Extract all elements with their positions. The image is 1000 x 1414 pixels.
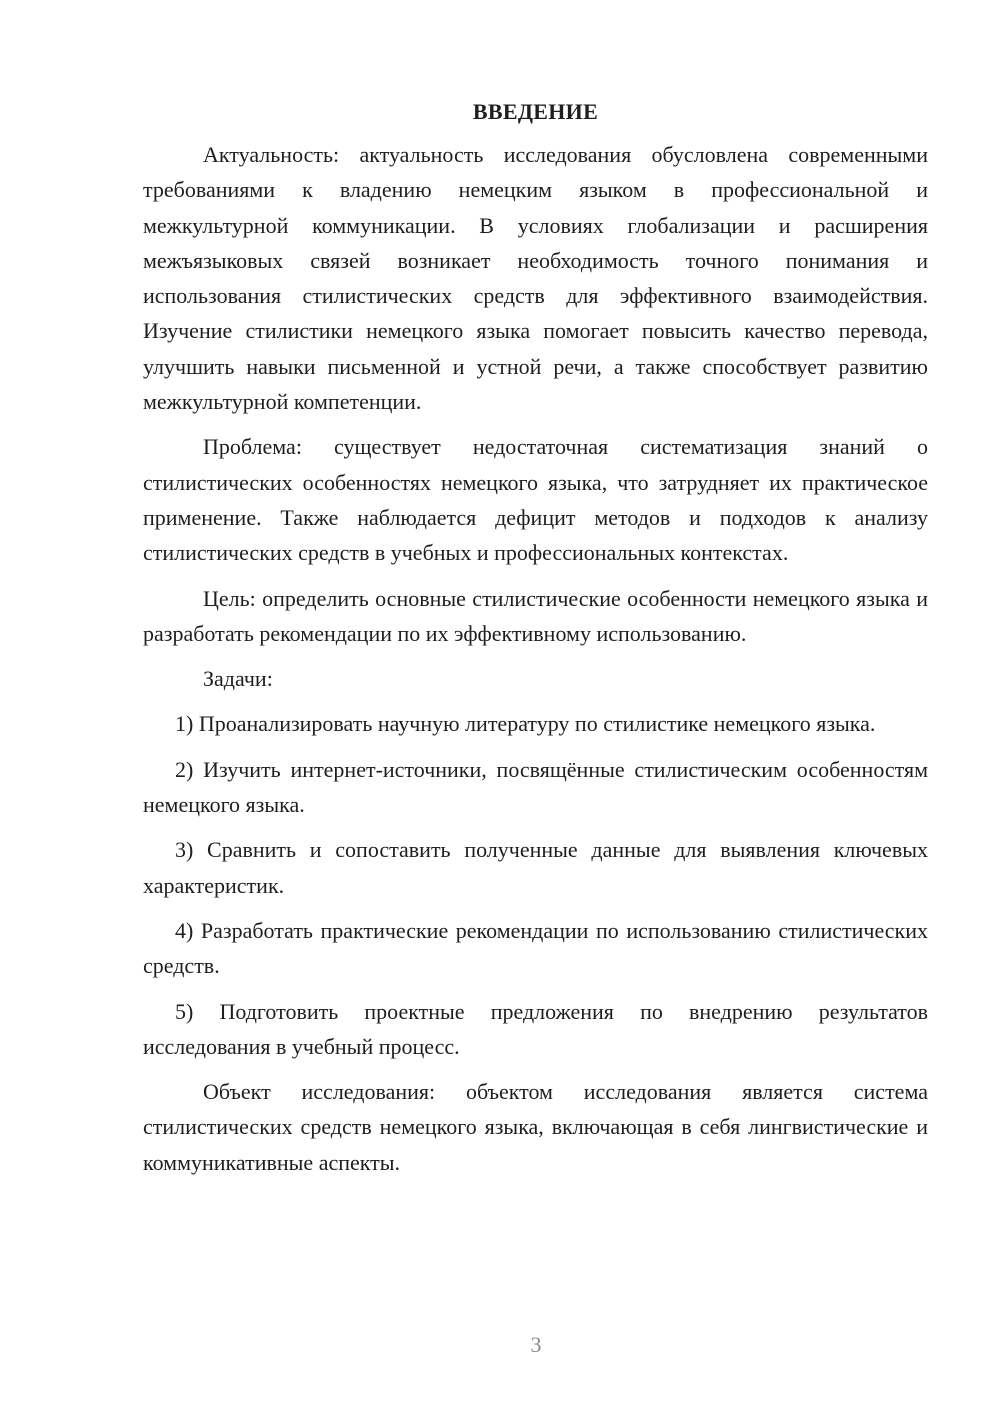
task-item-3: 3) Сравнить и сопоставить полученные данные для выявления ключевых характеристик. [143, 837, 928, 898]
paragraph-object: Объект исследования: объектом исследования является система стилистических средств немецкого языка, включающая в себя лингвистические и коммуникативные аспекты. [143, 1079, 928, 1175]
paragraph-relevance: Актуальность: актуальность исследования обусловлена современными требованиями к владению немецким языком в профессиональной и межкультурной коммуникации. В условиях глобализации и расширения межъязыковых связей возникает необходимость точного понимания и использования стилистических средств для эффективного взаимодействия. Изучение стилистики немецкого языка помогает повысить качество перевода, улучшить навыки письменной и устной речи, а также способствует развитию межкультурной компетенции. [143, 142, 928, 415]
page-number: 3 [530, 1332, 542, 1357]
paragraph-goal: Цель: определить основные стилистические особенности немецкого языка и разработать рекомендации по их эффективному использованию. [143, 585, 928, 646]
page-title: ВВЕДЕНИЕ [472, 99, 599, 124]
paragraph-problem: Проблема: существует недостаточная систематизация знаний о стилистических особенностях немецкого языка, что затрудняет их практическое применение. Также наблюдается дефицит методов и подходов к анализу стилистических средств в учебных и профессиональных контекстах. [143, 434, 928, 566]
page-content [143, 94, 928, 1180]
task-item-2: 2) Изучить интернет-источники, посвящённые стилистическим особенностям немецкого языка. [143, 756, 928, 818]
tasks-heading: Задачи: [203, 666, 273, 692]
task-item-1: 1) Проанализировать научную литературу по стилистике немецкого языка. [175, 711, 876, 737]
task-item-5: 5) Подготовить проектные предложения по внедрению результатов исследования в учебный процесс. [143, 998, 928, 1059]
task-item-4: 4) Разработать практические рекомендации по использованию стилистических средств. [143, 917, 928, 979]
